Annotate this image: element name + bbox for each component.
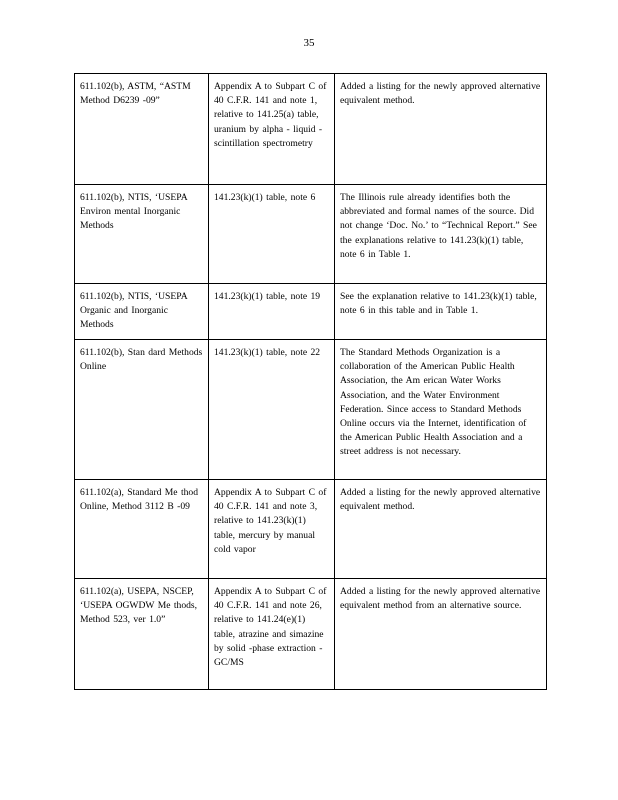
comparison-table — [74, 73, 547, 690]
table-row — [75, 579, 547, 690]
source-cell: Appendix A to Subpart C of 40 C.F.R. 141 and note 3, relative to 141.23(k)(1) table, mercury by manual cold vapor — [209, 480, 335, 579]
table-row — [75, 284, 547, 340]
section-cell: 611.102(b), ASTM, “ASTM Method D6239 -09” — [75, 74, 209, 185]
action-cell: The Illinois rule already identifies both the abbreviated and formal names of the source. Did not change ‘Doc. No.’ to “Technical Report.” See the explanations relative to 141.23(k)(1) table, note 6 in Table 1. — [335, 185, 547, 284]
section-cell: 611.102(a), USEPA, NSCEP, ‘USEPA OGWDW Me thods, Method 523, ver 1.0” — [75, 579, 209, 690]
action-cell: The Standard Methods Organization is a collaboration of the American Public Health Association, the Am erican Water Works Association, and the Water Environment Federation. Since access to Standard Methods Online occurs via the Internet, identification of the American Public Health Association and a street address is not necessary. — [335, 340, 547, 480]
source-cell: 141.23(k)(1) table, note 6 — [209, 185, 335, 284]
section-cell: 611.102(b), NTIS, ‘USEPA Environ mental Inorganic Methods — [75, 185, 209, 284]
action-cell: Added a listing for the newly approved alternative equivalent method. — [335, 74, 547, 185]
section-cell: 611.102(b), Stan dard Methods Online — [75, 340, 209, 480]
table-row — [75, 340, 547, 480]
action-cell: See the explanation relative to 141.23(k)(1) table, note 6 in this table and in Table 1. — [335, 284, 547, 340]
page-number: 35 — [303, 37, 315, 49]
section-cell: 611.102(a), Standard Me thod Online, Method 3112 B -09 — [75, 480, 209, 579]
source-cell: Appendix A to Subpart C of 40 C.F.R. 141 and note 1, relative to 141.25(a) table, uranium by alpha - liquid -scintillation spectrometry — [209, 74, 335, 185]
source-cell: Appendix A to Subpart C of 40 C.F.R. 141 and note 26, relative to 141.24(e)(1) table, atrazine and simazine by solid -phase extraction -GC/MS — [209, 579, 335, 690]
action-cell: Added a listing for the newly approved alternative equivalent method from an alternative source. — [335, 579, 547, 690]
source-cell: 141.23(k)(1) table, note 22 — [209, 340, 335, 480]
action-cell: Added a listing for the newly approved alternative equivalent method. — [335, 480, 547, 579]
table-row — [75, 74, 547, 185]
table-row — [75, 185, 547, 284]
source-cell: 141.23(k)(1) table, note 19 — [209, 284, 335, 340]
table-row — [75, 480, 547, 579]
section-cell: 611.102(b), NTIS, ‘USEPA Organic and Inorganic Methods — [75, 284, 209, 340]
